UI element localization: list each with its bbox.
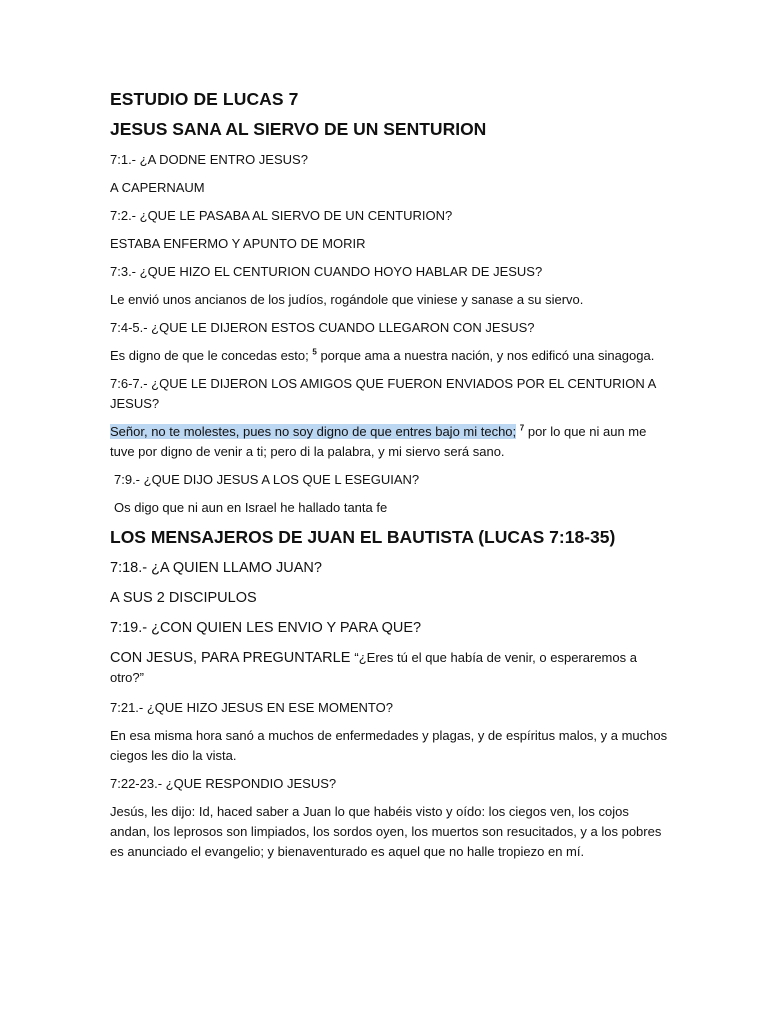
question-7-3: 7:3.- ¿QUE HIZO EL CENTURION CUANDO HOYO HABLAR DE JESUS?	[110, 264, 543, 279]
answer-7-22-23: Jesús, les dijo: Id, haced saber a Juan lo que habéis visto y oído: los ciegos ven, los cojos andan, los leprosos son limpiados, los sordos oyen, los muertos son resucitados, y a los pobres es anunciado el evangelio; y bienaventurado es aquel que no halle tropiezo en mí.	[110, 804, 662, 859]
answer-7-19	[110, 648, 670, 688]
document-page	[110, 88, 670, 870]
question-7-21: 7:21.- ¿QUE HIZO JESUS EN ESE MOMENTO?	[110, 700, 393, 715]
answer-7-4-5	[110, 346, 670, 366]
section-heading-centurion: JESUS SANA AL SIERVO DE UN SENTURION	[110, 119, 487, 139]
answer-7-9: Os digo que ni aun en Israel he hallado tanta fe	[114, 500, 388, 515]
answer-7-19-text-b: “¿Eres tú el que había de venir, o esperaremos a otro?”	[110, 650, 637, 685]
question-7-18: 7:18.- ¿A QUIEN LLAMO JUAN?	[110, 560, 322, 576]
answer-7-6-7-text-rest: por lo que ni aun me tuve por digno de venir a ti; pero di la palabra, y mi siervo será sano.	[110, 424, 647, 459]
verse-number-5: 5	[312, 347, 317, 357]
answer-7-3: Le envió unos ancianos de los judíos, rogándole que viniese y sanase a su siervo.	[110, 292, 584, 307]
question-7-2: 7:2.- ¿QUE LE PASABA AL SIERVO DE UN CENTURION?	[110, 208, 453, 223]
answer-7-4-5-text-a: Es digno de que le concedas esto;	[110, 348, 313, 363]
answer-7-6-7	[110, 422, 670, 462]
answer-7-1: A CAPERNAUM	[110, 180, 205, 195]
answer-7-21: En esa misma hora sanó a muchos de enfermedades y plagas, y de espíritus malos, y a muchos ciegos les dio la vista.	[110, 728, 668, 763]
question-7-1: 7:1.- ¿A DODNE ENTRO JESUS?	[110, 152, 308, 167]
question-7-9: 7:9.- ¿QUE DIJO JESUS A LOS QUE L ESEGUIAN?	[114, 472, 420, 487]
answer-7-19-text-a: CON JESUS, PARA PREGUNTARLE	[110, 650, 355, 666]
document-title: ESTUDIO DE LUCAS 7	[110, 89, 299, 109]
question-7-4-5: 7:4-5.- ¿QUE LE DIJERON ESTOS CUANDO LLEGARON CON JESUS?	[110, 320, 535, 335]
question-7-6-7: 7:6-7.- ¿QUE LE DIJERON LOS AMIGOS QUE FUERON ENVIADOS POR EL CENTURION A JESUS?	[110, 376, 656, 411]
verse-number-7: 7	[519, 423, 525, 433]
answer-7-4-5-text-b: porque ama a nuestra nación, y nos edificó una sinagoga.	[316, 348, 655, 363]
answer-7-18: A SUS 2 DISCIPULOS	[110, 590, 257, 606]
section-heading-juan: LOS MENSAJEROS DE JUAN EL BAUTISTA (LUCAS 7:18-35)	[110, 527, 616, 547]
question-7-19: 7:19.- ¿CON QUIEN LES ENVIO Y PARA QUE?	[110, 620, 422, 636]
highlighted-text[interactable]: Señor, no te molestes, pues no soy digno de que entres bajo mi techo;	[110, 424, 517, 439]
answer-7-2: ESTABA ENFERMO Y APUNTO DE MORIR	[110, 236, 366, 251]
question-7-22-23: 7:22-23.- ¿QUE RESPONDIO JESUS?	[110, 776, 337, 791]
